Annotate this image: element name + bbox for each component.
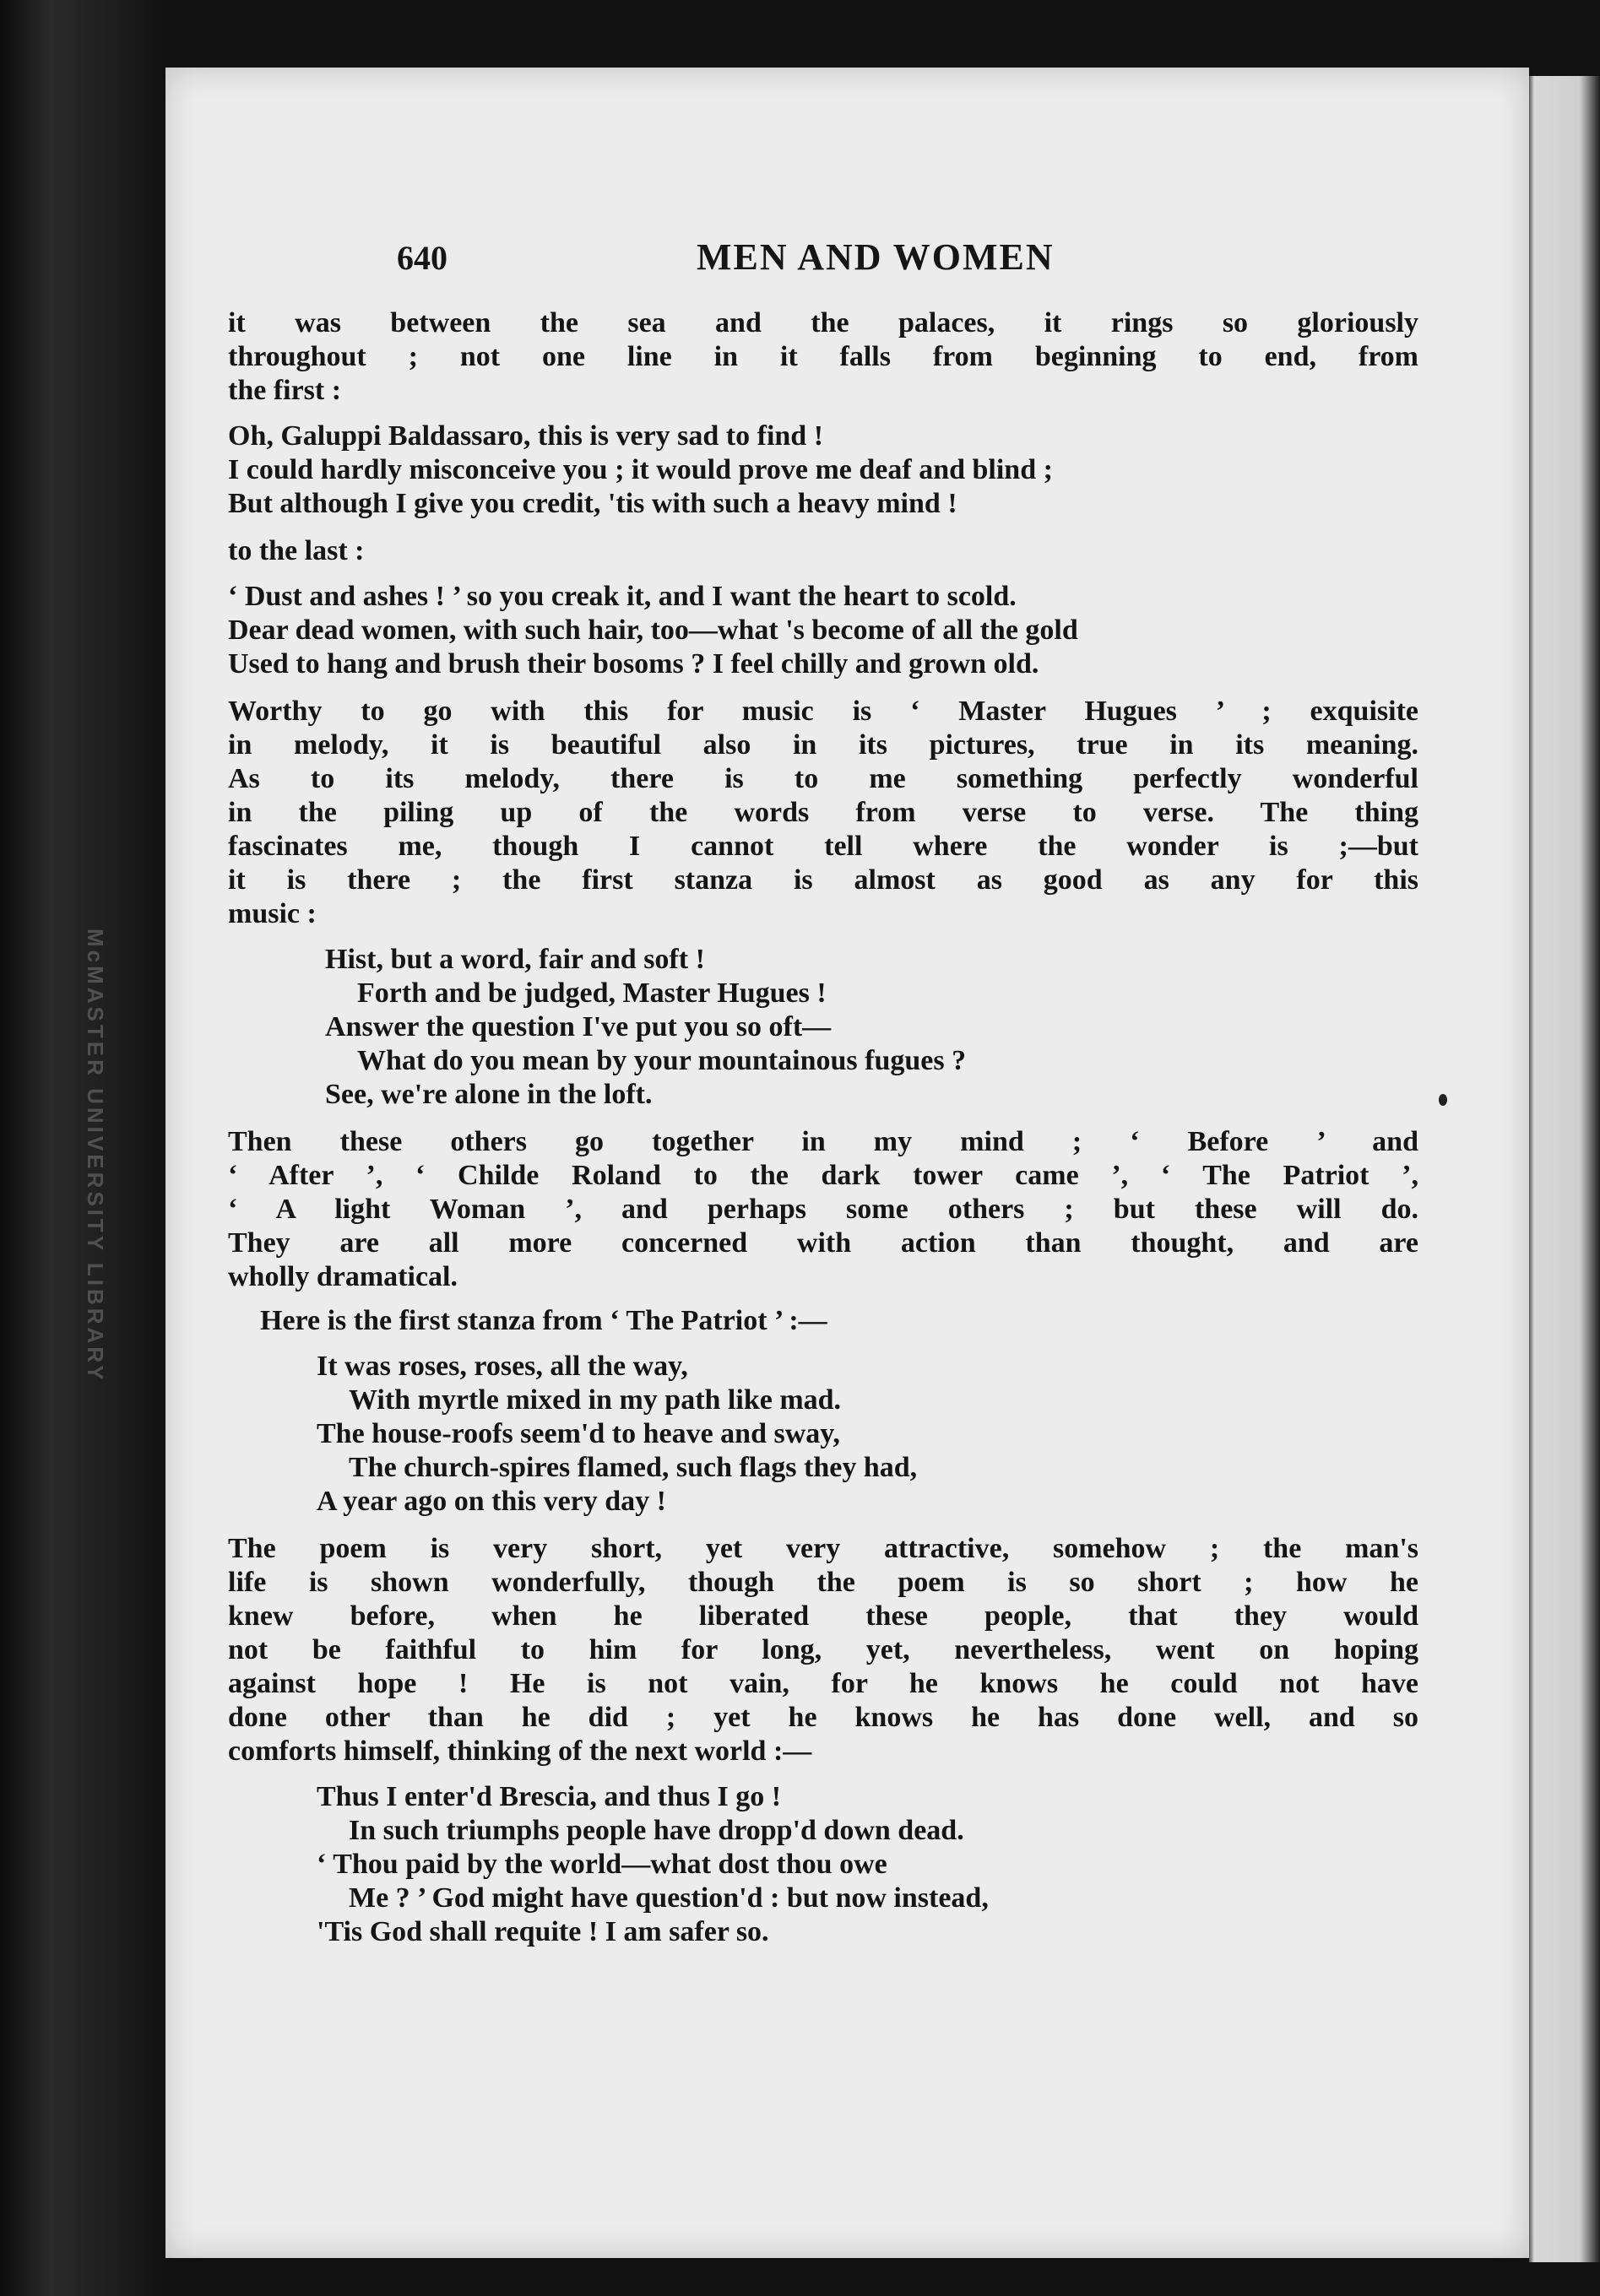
text-line: the first : — [228, 375, 342, 406]
page-content — [228, 236, 1418, 1963]
text-line: fascinates me, though I cannot tell where the wonder is ;—but — [228, 831, 1418, 862]
verse-quote-5 — [228, 1780, 1418, 1949]
page-edge — [1529, 76, 1600, 2262]
paragraph-1 — [228, 306, 1418, 408]
paragraph-3 — [228, 1125, 1418, 1294]
text-line: Worthy to go with this for music is ‘ Master Hugues ’ ; exquisite — [228, 696, 1418, 727]
text-line: against hope ! He is not vain, for he knows he could not have — [228, 1668, 1418, 1699]
verse-line: Dear dead women, with such hair, too—what 's become of all the gold — [228, 615, 1078, 646]
text-line: ‘ After ’, ‘ Childe Roland to the dark tower came ’, ‘ The Patriot ’, — [228, 1160, 1418, 1191]
text-line: As to its melody, there is to me something perfectly wonderful — [228, 763, 1418, 794]
verse-line: I could hardly misconceive you ; it would prove me deaf and blind ; — [228, 454, 1053, 485]
text-line: not be faithful to him for long, yet, nevertheless, went on hoping — [228, 1634, 1418, 1665]
verse-line: A year ago on this very day ! — [317, 1486, 666, 1517]
text-line: it was between the sea and the palaces, it rings so gloriously — [228, 307, 1418, 338]
verse-quote-3 — [228, 943, 1418, 1112]
verse-line: The church-spires flamed, such flags they had, — [349, 1452, 918, 1483]
verse-quote-4 — [228, 1350, 1418, 1519]
verse-line: The house-roofs seem'd to heave and sway, — [317, 1418, 840, 1449]
text-line: in melody, it is beautiful also in its pictures, true in its meaning. — [228, 729, 1418, 761]
page-header — [228, 236, 1418, 290]
library-stamp: McMASTER UNIVERSITY LIBRARY — [83, 929, 108, 1384]
verse-line: Thus I enter'd Brescia, and thus I go ! — [317, 1781, 782, 1812]
text-line: music : — [228, 898, 317, 929]
text-line: wholly dramatical. — [228, 1261, 458, 1292]
ink-speck — [1439, 1094, 1447, 1106]
verse-line: ‘ Dust and ashes ! ’ so you creak it, and I want the heart to scold. — [228, 581, 1017, 612]
text-line: it is there ; the first stanza is almost as good as any for this — [228, 864, 1418, 896]
verse-line: It was roses, roses, all the way, — [317, 1351, 688, 1382]
verse-line: But although I give you credit, 'tis with such a heavy mind ! — [228, 488, 957, 519]
verse-line: With myrtle mixed in my path like mad. — [349, 1384, 842, 1416]
verse-line: Hist, but a word, fair and soft ! — [325, 944, 705, 975]
verse-line: Answer the question I've put you so oft— — [325, 1011, 832, 1042]
verse-line: What do you mean by your mountainous fugues ? — [357, 1045, 967, 1076]
text-line: done other than he did ; yet he knows he has done well, and so — [228, 1702, 1418, 1733]
text-line: The poem is very short, yet very attractive, somehow ; the man's — [228, 1533, 1418, 1564]
text-line: Here is the first stanza from ‘ The Patriot ’ :— — [260, 1305, 827, 1336]
verse-line: Used to hang and brush their bosoms ? I feel chilly and grown old. — [228, 648, 1039, 680]
text-line: in the piling up of the words from verse to verse. The thing — [228, 797, 1418, 828]
verse-line: 'Tis God shall requite ! I am safer so. — [317, 1916, 769, 1947]
paragraph-5 — [228, 1532, 1418, 1768]
text-line: They are all more concerned with action than thought, and are — [228, 1227, 1418, 1259]
verse-quote-1 — [228, 420, 1418, 521]
verse-line: ‘ Thou paid by the world—what dost thou owe — [317, 1849, 887, 1880]
to-the-last: to the last : — [228, 535, 365, 566]
paragraph-4 — [228, 1304, 1418, 1338]
verse-line: Forth and be judged, Master Hugues ! — [357, 977, 827, 1009]
text-line: life is shown wonderfully, though the poem is so short ; how he — [228, 1567, 1418, 1598]
text-line: ‘ A light Woman ’, and perhaps some others ; but these will do. — [228, 1194, 1418, 1225]
text-line: knew before, when he liberated these people, that they would — [228, 1600, 1418, 1632]
verse-line: See, we're alone in the loft. — [325, 1079, 653, 1110]
verse-line: In such triumphs people have dropp'd down dead. — [349, 1815, 964, 1846]
paragraph-2 — [228, 695, 1418, 931]
text-line: comforts himself, thinking of the next world :— — [228, 1736, 812, 1767]
running-title: MEN AND WOMEN — [697, 236, 1055, 278]
verse-quote-2 — [228, 580, 1418, 681]
verse-line: Oh, Galuppi Baldassaro, this is very sad to find ! — [228, 420, 824, 452]
text-line: throughout ; not one line in it falls from beginning to end, from — [228, 341, 1418, 372]
text-line: Then these others go together in my mind ; ‘ Before ’ and — [228, 1126, 1418, 1157]
verse-line: Me ? ’ God might have question'd : but now instead, — [349, 1882, 989, 1914]
page-number: 640 — [397, 239, 447, 277]
